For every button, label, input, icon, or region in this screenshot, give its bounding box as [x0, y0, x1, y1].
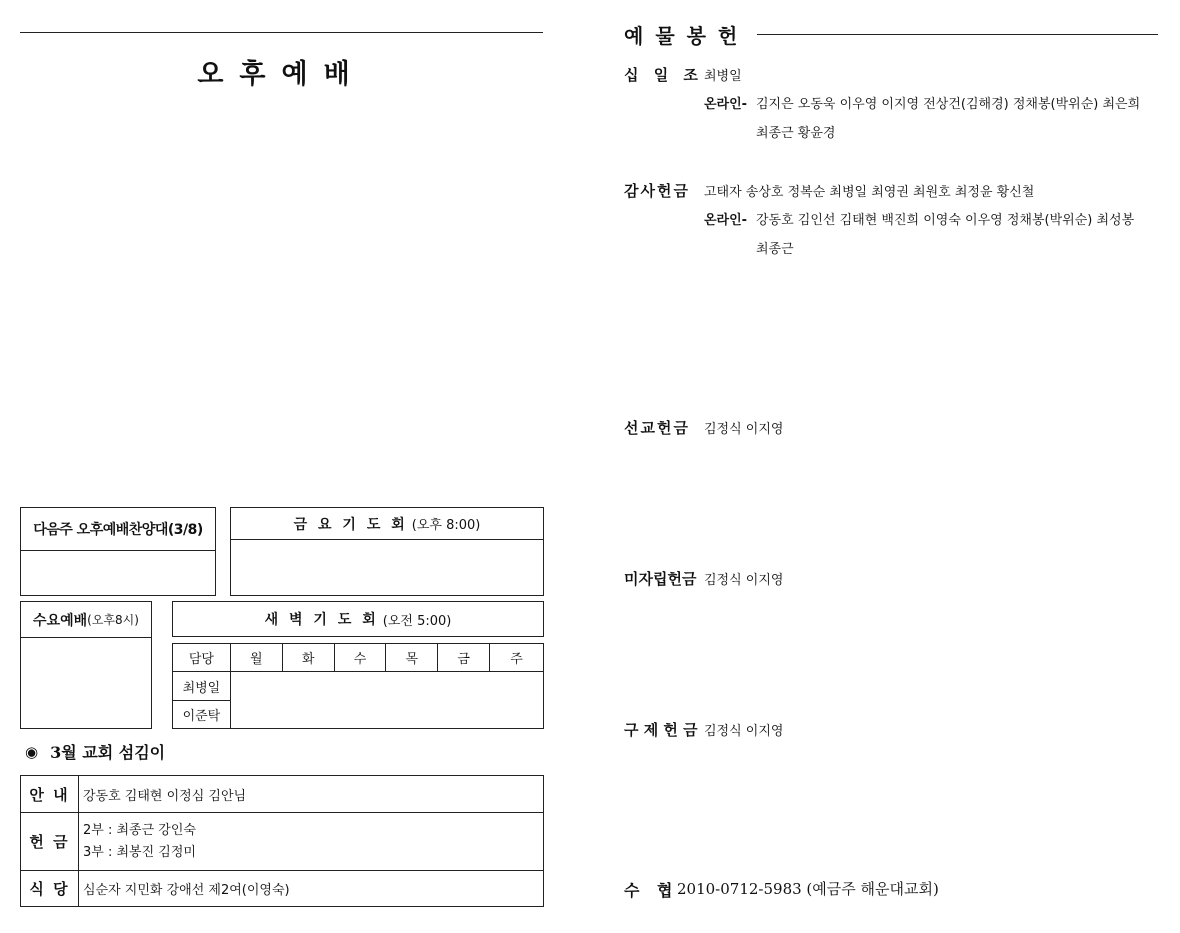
- schedule-header-cell: 월: [230, 644, 282, 672]
- service-row: [21, 813, 544, 871]
- service-row-label: 헌 금: [21, 813, 79, 871]
- tithe-names: 최병일: [704, 69, 742, 84]
- tithe-online-label: 온라인-: [704, 97, 748, 112]
- mission-label: 선교헌금: [624, 419, 690, 437]
- target-bullet-icon: ◉: [25, 742, 39, 761]
- service-table: [20, 775, 544, 907]
- relief-label: 구 제 헌 금: [624, 721, 698, 739]
- choir-label: 다음주 오후예배찬양대(3/8): [21, 508, 215, 551]
- wednesday-box: [20, 601, 152, 729]
- dawn-prayer-label: 새 벽 기 도 회: [264, 612, 379, 628]
- service-row: [21, 776, 544, 813]
- offering-title: 예물봉헌: [624, 24, 750, 48]
- tithe-online-line: 김지은 오동욱 이우영 이지영 전상건(김해경) 정채봉(박위순) 최은희: [756, 97, 1141, 112]
- service-heading: [25, 740, 165, 763]
- service-line: 강동호 김태현 이정심 김안님: [83, 788, 247, 804]
- service-row-names: [79, 776, 544, 813]
- service-line: 심순자 지민화 강애선 제2여(이영숙): [83, 883, 290, 898]
- dawn-prayer-header: [172, 601, 544, 637]
- choir-box: [20, 507, 216, 596]
- service-row-names: [79, 813, 544, 871]
- mission-names: 김정식 이지영: [704, 422, 784, 437]
- unsettled-label: 미자립헌금: [624, 570, 697, 588]
- service-line: 3부 : 최봉진 김정미: [83, 844, 196, 860]
- service-row: [21, 871, 544, 907]
- wednesday-label: 수요예배: [33, 612, 88, 629]
- friday-prayer-box: [230, 507, 544, 596]
- schedule-header-cell: 주: [490, 644, 544, 672]
- schedule-name-cell: 최병일: [173, 672, 231, 701]
- bank-label: 수 협: [624, 881, 679, 900]
- friday-prayer-time: (오후 8:00): [411, 518, 481, 533]
- thanks-online-line: 최종근: [756, 242, 794, 257]
- bank-account: 2010-0712-5983 (예금주 해운대교회): [677, 880, 939, 898]
- thanks-online-line: 강동호 김인선 김태현 백진희 이영숙 이우영 정채봉(박위순) 최성봉: [756, 213, 1135, 228]
- schedule-header-cell: 금: [438, 644, 490, 672]
- service-line: 2부 : 최종근 강인숙: [83, 822, 196, 838]
- schedule-name-cell: 이준탁: [173, 701, 231, 729]
- dawn-prayer-time: (오전 5:00): [382, 613, 452, 629]
- thanks-online-label: 온라인-: [704, 213, 748, 228]
- friday-prayer-label: 금 요 기 도 회: [293, 516, 408, 533]
- schedule-header-cell: 목: [386, 644, 438, 672]
- service-heading-text: 3월 교회 섬김이: [50, 743, 166, 762]
- schedule-header-cell: 담당: [173, 644, 231, 672]
- relief-names: 김정식 이지영: [704, 724, 784, 739]
- schedule-header-row: [173, 644, 544, 672]
- tithe-online-line: 최종근 황윤경: [756, 126, 836, 141]
- schedule-empty-cell: [230, 672, 543, 729]
- top-rule-right: [757, 34, 1158, 35]
- page-title: 오후예배: [197, 59, 366, 90]
- thanks-names: 고태자 송상호 정복순 최병일 최영권 최원호 최정윤 황신철: [704, 185, 1035, 200]
- thanks-label: 감사헌금: [624, 182, 690, 200]
- unsettled-names: 김정식 이지영: [704, 573, 784, 588]
- service-row-names: [79, 871, 544, 907]
- service-row-label: 식 당: [21, 871, 79, 907]
- wednesday-header: [21, 602, 151, 638]
- schedule-header-cell: 수: [334, 644, 386, 672]
- tithe-label: 십 일 조: [624, 66, 703, 84]
- friday-prayer-header: [231, 508, 543, 540]
- dawn-schedule-table: [172, 643, 544, 729]
- top-rule-left: [20, 32, 543, 33]
- wednesday-time: (오후8시): [87, 613, 139, 627]
- schedule-header-cell: 화: [282, 644, 334, 672]
- schedule-row: [173, 672, 544, 701]
- service-row-label: 안 내: [21, 776, 79, 813]
